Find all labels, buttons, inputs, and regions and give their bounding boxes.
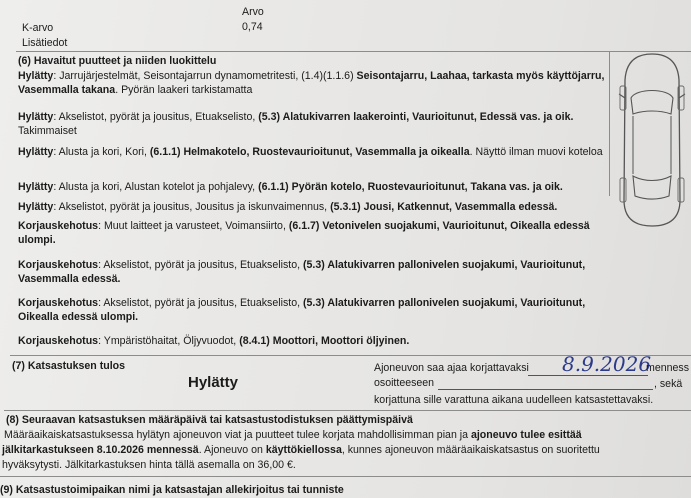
address-suffix: , sekä — [654, 378, 683, 390]
next-section-title: (8) Seuraavan katsastuksen määräpäivä tai katsastustodistuksen päättymispäivä — [6, 414, 413, 426]
fault-item: Hylätty: Akselistot, pyörät ja jousitus, Jousitus ja iskunvaimennus, (5.3.1) Jousi, Katkennut, Vasemmalla edessä. — [18, 201, 558, 213]
section-divider — [4, 410, 691, 411]
fault-item: Hylätty: Jarrujärjestelmät, Seisontajarrun dynamometritesti, (1.4)(1.1.6) Seisontajarru, Laahaa, tarkasta myös käyttöjarru, Vasemmalla takana. Pyörän laakeri tarkistamatta — [18, 70, 605, 96]
faults-section-title: (6) Havaitut puutteet ja niiden luokittelu — [18, 55, 217, 67]
address-label: osoitteeseen — [374, 377, 435, 389]
address-line — [438, 389, 653, 390]
value-column-header: Arvo — [242, 6, 264, 18]
section-divider — [16, 51, 691, 52]
result-section-title: (7) Katsastuksen tulos — [12, 360, 126, 372]
k-arvo-value: 0,74 — [242, 21, 263, 33]
diagram-divider — [609, 51, 610, 196]
fault-item: Korjauskehotus: Muut laitteet ja varusteet, Voimansiirto, (6.1.7) Vetonivelen suojakumi, Vaurioitunut, Oikealla edessä ulompi. — [18, 220, 590, 246]
fault-item: Korjauskehotus: Ympäristöhaitat, Öljyvuodot, (8.4.1) Moottori, Moottori öljyinen. — [18, 335, 410, 347]
next-line-1: Määräaikaiskatsastuksessa hylätyn ajoneuvon viat ja puutteet tulee korjata mahdollisimman pian ja ajoneuvo tulee esittää — [4, 429, 582, 441]
footer-section-title: (9) Katsastustoimipaikan nimi ja katsastajan allekirjoitus tai tunniste — [0, 484, 344, 496]
return-text: korjattuna sille varattuna aikana uudelleen katsastettavaksi. — [374, 394, 654, 406]
fault-item: Hylätty: Alusta ja kori, Alustan kotelot ja pohjalevy, (6.1.1) Pyörän kotelo, Ruostevaurioitunut, Takana vas. ja oik. — [18, 181, 563, 193]
drive-text: Ajoneuvon saa ajaa korjattavaksi — [374, 362, 529, 374]
handwritten-date: 8.9.2026 — [562, 352, 652, 376]
fault-item: Korjauskehotus: Akselistot, pyörät ja jousitus, Etuakselisto, (5.3) Alatukivarren pallonivelen suojakumi, Vaurioitunut, Vasemmalla edessä. — [18, 259, 586, 285]
fault-item: Hylätty: Alusta ja kori, Kori, (6.1.1) Helmakotelo, Ruostevaurioitunut, Vasemmalla ja oikealla. Näyttö ilman muovi koteloa — [18, 146, 603, 158]
next-line-2: jälkitarkastukseen 8.10.2026 mennessä. Ajoneuvo on käyttökiellossa, kunnes ajoneuvon määräaikaiskatsastus on suoritettu — [2, 444, 600, 456]
vehicle-diagram-icon — [616, 50, 688, 230]
result-value: Hylätty — [188, 374, 239, 391]
fault-item: Korjauskehotus: Akselistot, pyörät ja jousitus, Etuakselisto, (5.3) Alatukivarren pallonivelen suojakumi, Vaurioitunut, Oikealla edessä ulompi. — [18, 297, 586, 323]
fault-item: Hylätty: Akselistot, pyörät ja jousitus, Etuakselisto, (5.3) Alatukivarren laakerointi, Vaurioitunut, Edessä vas. ja oik. Takimmaiset — [18, 111, 574, 137]
k-arvo-label: K-arvo — [22, 22, 54, 34]
drive-suffix: menness — [646, 362, 689, 374]
section-divider — [0, 476, 691, 477]
lisatiedot-label: Lisätiedot — [22, 37, 68, 49]
next-line-3: hyväksytysti. Jälkitarkastuksen hinta tällä asemalla on 36,00 €. — [2, 459, 296, 471]
